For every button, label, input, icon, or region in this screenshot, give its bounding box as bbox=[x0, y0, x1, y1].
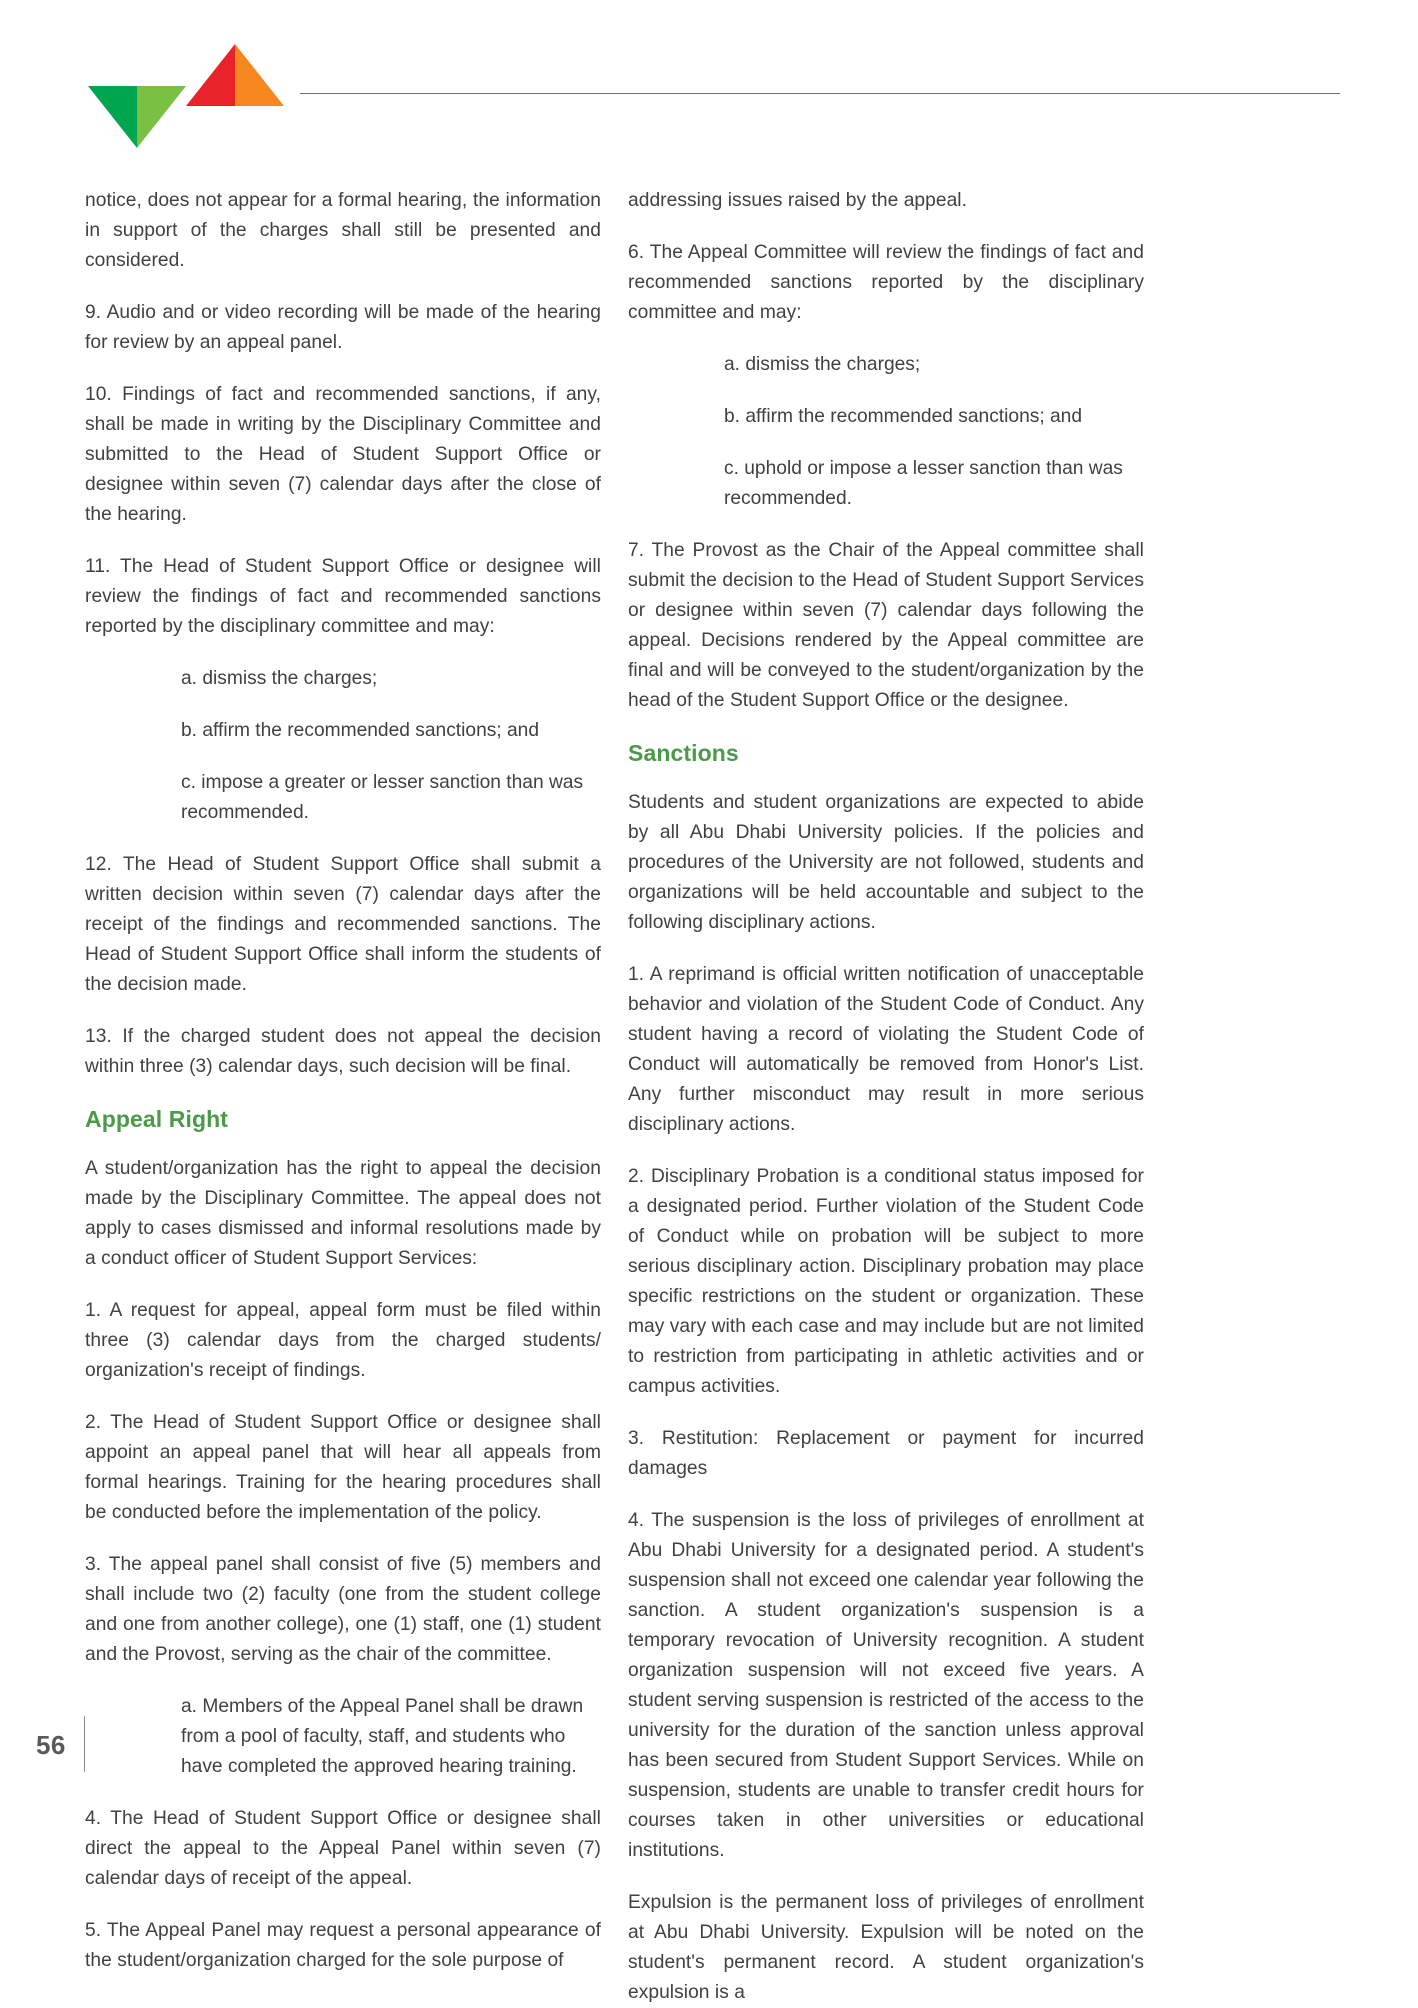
sub-list-item: a. dismiss the charges; bbox=[724, 354, 921, 375]
body-paragraph: 6. The Appeal Committee will review the findings of fact and recommended sanctions reported by the disciplinary committee and may: bbox=[628, 242, 1144, 323]
body-paragraph: 7. The Provost as the Chair of the Appeal committee shall submit the decision to the Head of Student Support Services or designee within seven (7) calendar days following the appeal. Decisions rendered by the Appeal committee are final and will be conveyed to the student/organization by the head of the Student Support Office or the designee. bbox=[628, 540, 1144, 711]
body-paragraph: 10. Findings of fact and recommended sanctions, if any, shall be made in writing by the Disciplinary Committee and submitted to the Head of Student Support Office or designee within seven (7) calendar days after the close of the hearing. bbox=[85, 384, 601, 525]
page-footer bbox=[0, 1702, 1418, 1812]
header-divider bbox=[300, 93, 1340, 94]
section-heading: Sanctions bbox=[628, 740, 739, 766]
sub-list-item: b. affirm the recommended sanctions; and bbox=[724, 406, 1083, 427]
body-paragraph: 4. The suspension is the loss of privileges of enrollment at Abu Dhabi University for a designated period. A student's suspension shall not exceed one calendar year following the sanction. A student organization's suspension is a temporary revocation of University recognition. A student organization suspension will not exceed five years. A student serving suspension is restricted of the access to the university for the duration of the sanction unless approval has been secured from Student Support Services. While on suspension, students are unable to transfer credit hours for courses taken in other universities or educational institutions. bbox=[628, 1510, 1144, 1861]
sub-list-item: c. impose a greater or lesser sanction than was recommended. bbox=[181, 772, 584, 823]
logo-triangle-green-light bbox=[137, 86, 186, 148]
body-paragraph: 12. The Head of Student Support Office shall submit a written decision within seven (7) calendar days after the receipt of the findings and recommended sanctions. The Head of Student Support Office shall inform the students of the decision made. bbox=[85, 854, 601, 995]
body-paragraph: 1. A request for appeal, appeal form must be filed within three (3) calendar days from the charged students/ organization's receipt of findings. bbox=[85, 1300, 601, 1381]
body-paragraph: A student/organization has the right to appeal the decision made by the Disciplinary Committee. The appeal does not apply to cases dismissed and informal resolutions made by a conduct officer of Student Support Services: bbox=[85, 1158, 601, 1269]
body-paragraph: 2. Disciplinary Probation is a conditional status imposed for a designated period. Further violation of the Student Code of Conduct while on probation will be subject to more serious disciplinary action. Disciplinary probation may place specific restrictions on the student or organization. These may vary with each case and may include but are not limited to restriction from participating in athletic activities and or campus activities. bbox=[628, 1166, 1144, 1397]
body-paragraph: 1. A reprimand is official written notification of unacceptable behavior and violation of the Student Code of Conduct. Any student having a record of violating the Student Code of Conduct will automatically be removed from Honor's List. Any further misconduct may result in more serious disciplinary actions. bbox=[628, 964, 1144, 1135]
body-paragraph: 13. If the charged student does not appeal the decision within three (3) calendar days, such decision will be final. bbox=[85, 1026, 601, 1077]
page-header bbox=[0, 0, 1418, 165]
body-paragraph: 3. Restitution: Replacement or payment for incurred damages bbox=[628, 1428, 1144, 1479]
section-heading: Appeal Right bbox=[85, 1106, 229, 1132]
sub-list-item: b. affirm the recommended sanctions; and bbox=[181, 720, 540, 741]
body-paragraph: notice, does not appear for a formal hearing, the information in support of the charges shall still be presented and considered. bbox=[85, 190, 601, 271]
logo-triangle-green-dark bbox=[88, 86, 137, 148]
logo-triangle-orange bbox=[235, 44, 284, 106]
footer-divider bbox=[84, 1716, 85, 1772]
sub-list-item: a. Members of the Appeal Panel shall be drawn from a pool of faculty, staff, and students who have completed the approved hearing training. bbox=[181, 1696, 584, 1777]
sub-list-item: a. dismiss the charges; bbox=[181, 668, 378, 689]
body-paragraph: 9. Audio and or video recording will be made of the hearing for review by an appeal panel. bbox=[85, 302, 601, 353]
body-paragraph: 4. The Head of Student Support Office or designee shall direct the appeal to the Appeal Panel within seven (7) calendar days of receipt of the appeal. bbox=[85, 1808, 601, 1889]
logo-triangle-red bbox=[186, 44, 235, 106]
sub-list-item: c. uphold or impose a lesser sanction than was recommended. bbox=[724, 458, 1123, 509]
body-paragraph: 2. The Head of Student Support Office or designee shall appoint an appeal panel that will hear all appeals from formal hearings. Training for the hearing procedures shall be conducted before the implementation of the policy. bbox=[85, 1412, 601, 1523]
body-paragraph: Expulsion is the permanent loss of privileges of enrollment at Abu Dhabi University. Expulsion will be noted on the student's permanent record. A student organization's expulsion is a bbox=[628, 1892, 1144, 2003]
body-paragraph: Students and student organizations are expected to abide by all Abu Dhabi University policies. If the policies and procedures of the University are not followed, students and organizations will be held accountable and subject to the following disciplinary actions. bbox=[628, 792, 1144, 933]
body-paragraph: addressing issues raised by the appeal. bbox=[628, 190, 968, 211]
body-paragraph: 11. The Head of Student Support Office or designee will review the findings of fact and recommended sanctions reported by the disciplinary committee and may: bbox=[85, 556, 601, 637]
page-number: 56 bbox=[36, 1730, 66, 1760]
body-paragraph: 3. The appeal panel shall consist of five (5) members and shall include two (2) faculty (one from the student college and one from another college), one (1) staff, one (1) student and the Provost, serving as the chair of the committee. bbox=[85, 1554, 601, 1665]
adu-logo-icon bbox=[88, 44, 283, 149]
body-paragraph: 5. The Appeal Panel may request a personal appearance of the student/organization charged for the sole purpose of bbox=[85, 1920, 601, 1971]
